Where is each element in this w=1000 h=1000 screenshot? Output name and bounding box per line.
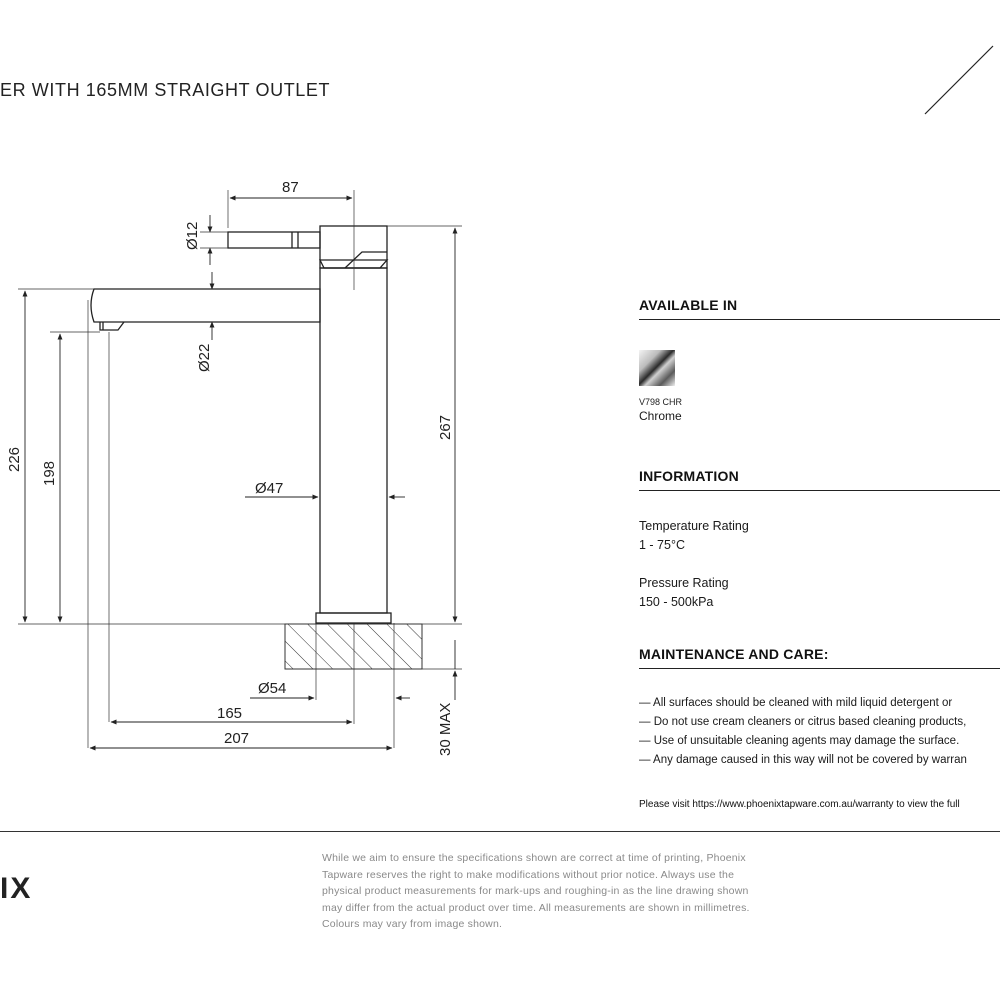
document-title: ER WITH 165MM STRAIGHT OUTLET	[0, 80, 331, 100]
temperature-rating-label: Temperature Rating	[639, 519, 749, 533]
pressure-rating-value: 150 - 500kPa	[639, 595, 714, 609]
dim-198-label: 198	[41, 460, 58, 486]
body-base-ring	[316, 613, 391, 623]
list-item: — Any damage caused in this way will not be covered by warran	[639, 754, 967, 766]
dim-87-label: 87	[282, 179, 299, 196]
finish-name: Chrome	[639, 409, 682, 423]
dim-12-label: Ø12	[184, 221, 201, 250]
handle-lever	[228, 232, 320, 248]
footer-divider	[0, 831, 1000, 832]
chrome-finish-swatch[interactable]	[639, 350, 675, 386]
dim-54-label: Ø54	[258, 680, 287, 697]
temperature-rating-value: 1 - 75°C	[639, 538, 685, 552]
disclaimer-text: While we aim to ensure the specifications shown are correct at time of printing, Phoenix Tapware reserves the right to make modifications without prior notice. Always use the physical product measurements for mark-ups and roughing-in as the line drawing shown may differ from the actual product over time. All measurements are shown in millimetres. Colours may vary from image shown.	[322, 852, 750, 930]
technical-drawing	[0, 0, 620, 800]
dim-226-label: 226	[6, 446, 23, 472]
bench-section	[285, 624, 422, 669]
maintenance-list	[639, 694, 967, 770]
dim-267-label: 267	[437, 414, 454, 440]
tap-head	[320, 226, 387, 268]
maintenance-heading: MAINTENANCE AND CARE:	[639, 646, 1000, 669]
list-item: — Do not use cream cleaners or citrus based cleaning products,	[639, 716, 967, 728]
available-in-heading: AVAILABLE IN	[639, 297, 1000, 320]
list-item: — All surfaces should be cleaned with mild liquid detergent or	[639, 697, 953, 709]
dim-207-label: 207	[224, 730, 250, 747]
spout	[91, 289, 320, 322]
dim-30max-label: 30 MAX	[437, 702, 454, 756]
finish-code: V798 CHR	[639, 397, 683, 407]
tap-body	[320, 268, 387, 613]
dim-47-label: Ø47	[255, 480, 284, 497]
brand-logo: IX	[0, 872, 33, 905]
list-item: — Use of unsuitable cleaning agents may damage the surface.	[639, 735, 960, 747]
dim-22-label: Ø22	[196, 343, 213, 372]
pressure-rating-label: Pressure Rating	[639, 576, 729, 590]
information-heading: INFORMATION	[639, 468, 1000, 491]
warranty-notice: Please visit https://www.phoenixtapware.com.au/warranty to view the full	[639, 799, 960, 810]
corner-decoration	[920, 40, 1000, 120]
dim-165-label: 165	[217, 705, 243, 722]
